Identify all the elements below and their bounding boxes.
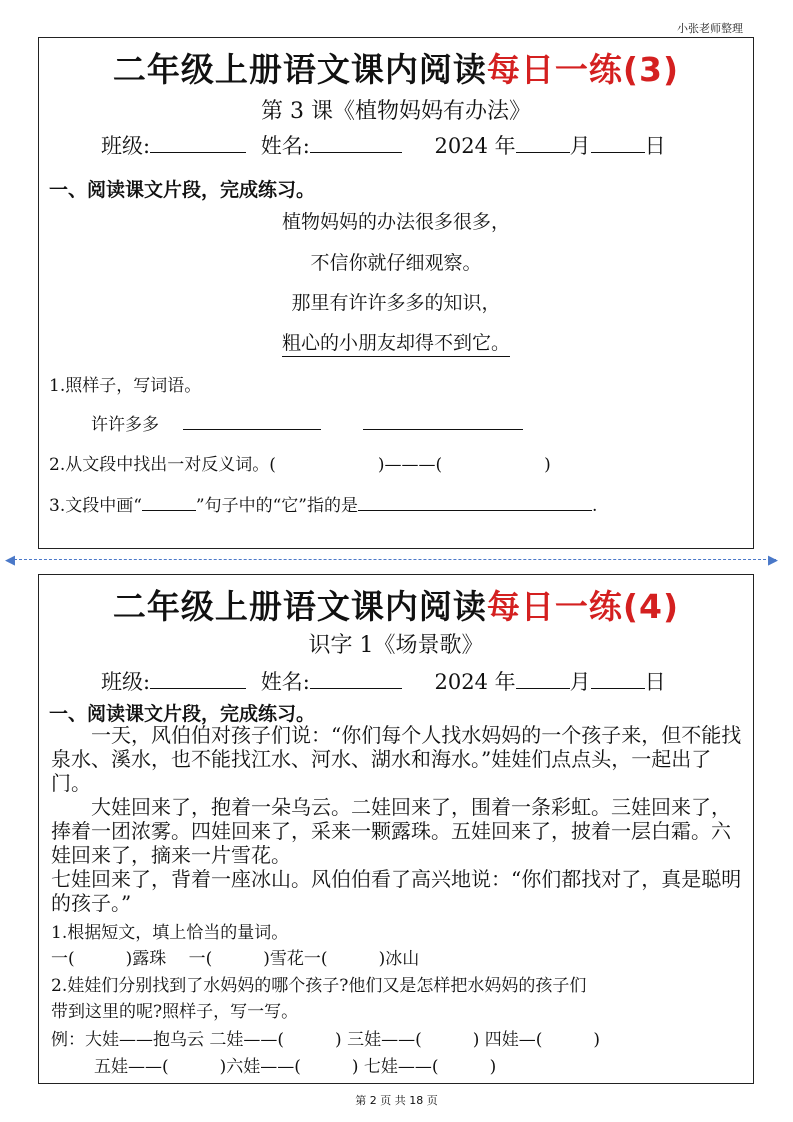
day-label: 日: [644, 134, 666, 158]
question-2-text: 2.从文段中找出一对反义词。(: [49, 455, 276, 475]
name-field[interactable]: [310, 668, 402, 689]
underlined-sentence: 粗心的小朋友却得不到它。: [282, 332, 510, 357]
answer-blank[interactable]: [358, 494, 592, 511]
title-main: 二年级上册语文课内阅读: [112, 50, 487, 89]
day-field[interactable]: [591, 668, 645, 689]
exercise-title: [39, 44, 753, 91]
question-1: 1.照样子，写词语。: [49, 376, 202, 396]
poem-line: 不信你就仔细观察。: [310, 252, 482, 274]
poem-line-underlined: [39, 328, 753, 355]
lesson-title: 识字 1《场景歌》: [308, 633, 484, 658]
header-note: 小张老师整理: [677, 22, 743, 35]
name-label: 姓名:: [260, 134, 310, 158]
question-2-dash: )———(: [377, 455, 443, 475]
lesson-title: 第 3 课《植物妈妈有办法》: [261, 99, 531, 124]
month-label: 月: [569, 670, 591, 694]
month-label: 月: [569, 134, 591, 158]
title-red: 每日一练(3): [486, 50, 680, 89]
arrow-right-icon: ▶: [768, 553, 778, 568]
student-info: [101, 130, 666, 160]
question-3-part: 3.文段中画“: [49, 496, 142, 516]
question-2: 2.娃娃们分别找到了水妈妈的哪个孩子?他们又是怎样把水妈妈的孩子们: [51, 976, 587, 996]
question-1-blanks[interactable]: 一( )露珠 一( )雪花一( )冰山: [51, 949, 420, 969]
exercise-card-3: [38, 37, 754, 549]
question-3: [49, 491, 597, 516]
month-field[interactable]: [516, 132, 570, 153]
passage-paragraph: 七娃回来了，背着一座冰山。风伯伯看了高兴地说：“你们都找对了，真是聪明的孩子。”: [51, 867, 742, 915]
class-label: 班级:: [101, 134, 151, 158]
passage-paragraph: 一天，风伯伯对孩子们说：“你们每个人找水妈妈的一个孩子来，但不能找泉水、溪水，也不能找江水、河水、湖水和海水。”娃娃们点点头，一起出了门。: [51, 723, 742, 795]
example-line[interactable]: 五娃——( )六娃——( ) 七娃——( ): [94, 1057, 497, 1077]
student-info: [101, 666, 666, 696]
year-label: 2024 年: [434, 134, 516, 158]
answer-blank[interactable]: [183, 413, 321, 430]
section-heading: 一、阅读课文片段，完成练习。: [49, 179, 316, 201]
question-1: 1.根据短文，填上恰当的量词。: [51, 923, 289, 943]
poem-line: 植物妈妈的办法很多很多，: [281, 211, 510, 233]
name-field[interactable]: [310, 132, 402, 153]
question-2: [49, 450, 551, 475]
arrow-left-icon: ◀: [5, 553, 15, 568]
question-3-part: ”句子中的“它”指的是: [195, 496, 358, 516]
day-field[interactable]: [591, 132, 645, 153]
example-line[interactable]: 例：大娃——抱乌云 二娃——( ) 三娃——( ) 四娃—( ): [51, 1030, 601, 1050]
cut-line: [14, 559, 776, 560]
section-heading: 一、阅读课文片段，完成练习。: [49, 703, 316, 725]
year-label: 2024 年: [434, 670, 516, 694]
class-label: 班级:: [101, 670, 151, 694]
name-label: 姓名:: [260, 670, 310, 694]
month-field[interactable]: [516, 668, 570, 689]
day-label: 日: [644, 670, 666, 694]
question-2-cont: 带到这里的呢?照样子，写一写。: [51, 1002, 299, 1022]
class-field[interactable]: [150, 668, 246, 689]
example-word: 许许多多: [91, 415, 159, 435]
exercise-card-4: [38, 574, 754, 1084]
question-1-example: [91, 410, 523, 435]
question-3-end: .: [592, 496, 598, 516]
page-footer: 第 2 页 共 18 页: [355, 1094, 438, 1107]
title-red: 每日一练(4): [486, 587, 680, 626]
passage-paragraph: 大娃回来了，抱着一朵乌云。二娃回来了，围着一条彩虹。三娃回来了，捧着一团浓雾。四娃回来了，采来一颗露珠。五娃回来了，披着一层白霜。六娃回来了，摘来一片雪花。: [51, 795, 731, 867]
class-field[interactable]: [150, 132, 246, 153]
exercise-title: [39, 581, 753, 628]
mark-blank: [142, 494, 196, 511]
title-main: 二年级上册语文课内阅读: [112, 587, 487, 626]
question-2-end: ): [544, 455, 551, 475]
answer-blank[interactable]: [363, 413, 523, 430]
poem-line: 那里有许许多多的知识，: [291, 292, 501, 314]
